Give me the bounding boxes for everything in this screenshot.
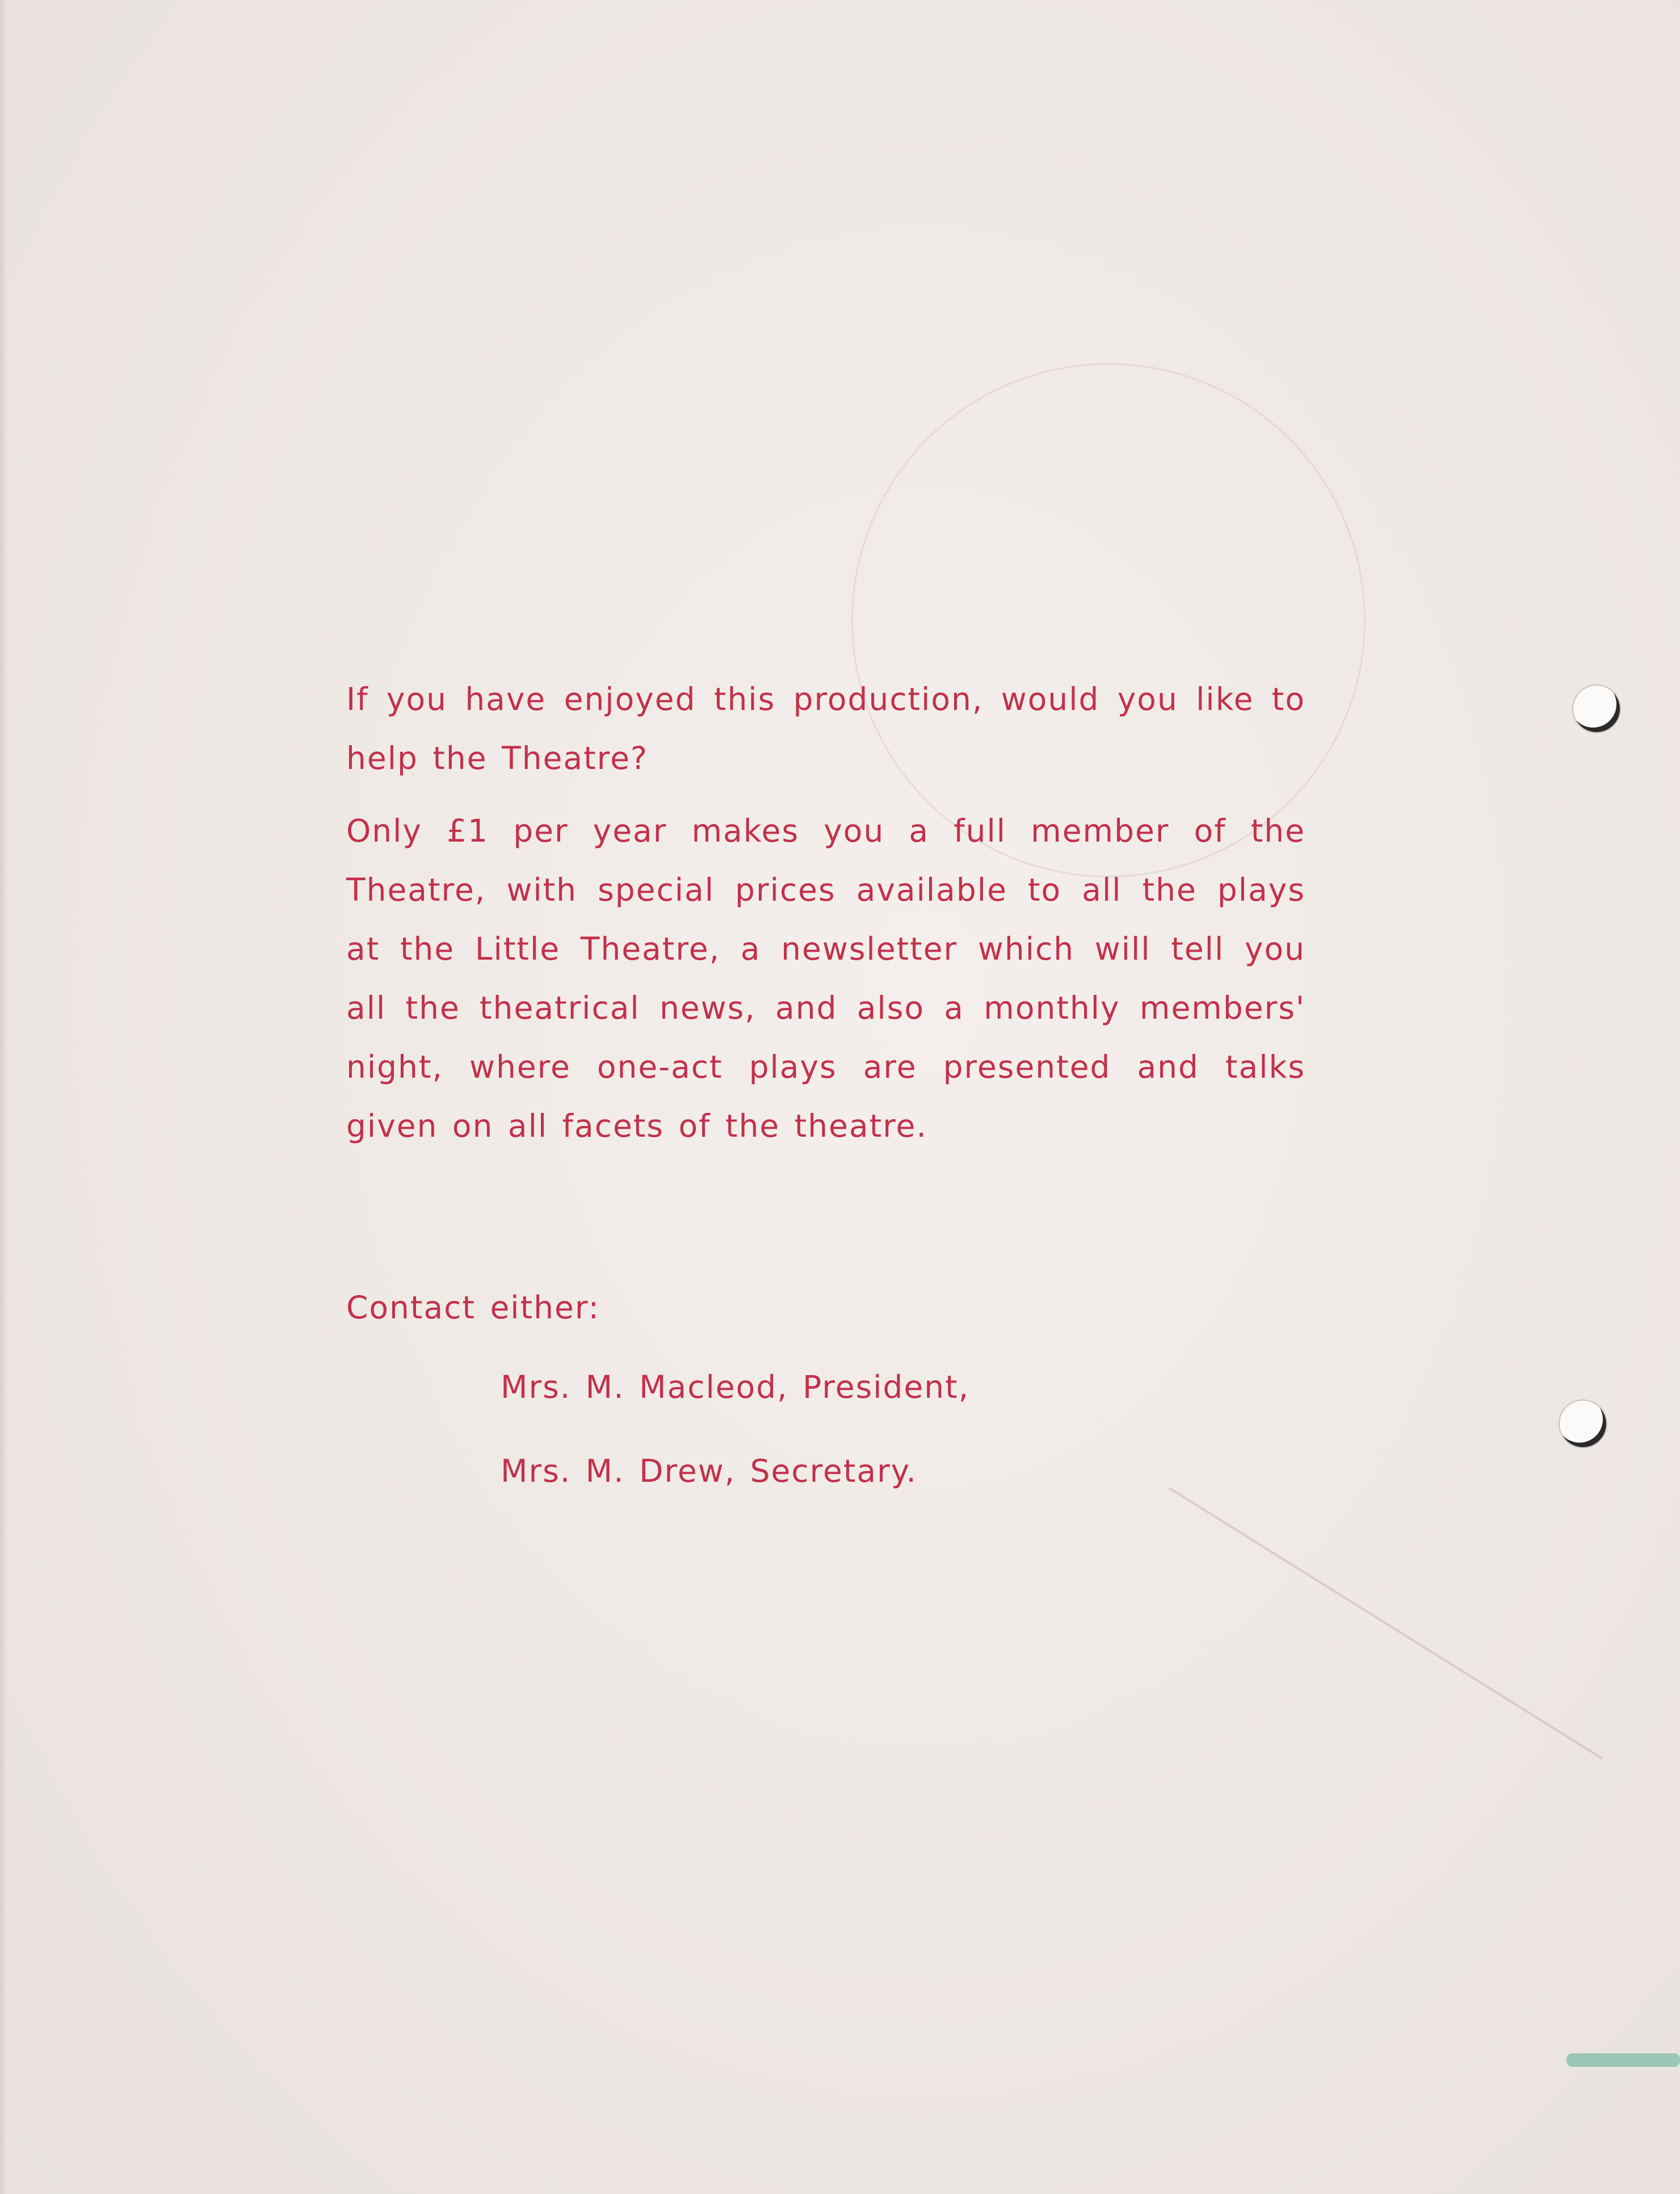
contact-heading: Contact either: (346, 1289, 600, 1326)
punch-hole-top (1573, 686, 1620, 732)
contact-list (346, 1359, 1305, 1499)
appeal-paragraph: If you have enjoyed this production, would you like to help the Theatre? (346, 681, 1305, 776)
punch-hole-bottom (1560, 1401, 1606, 1447)
page-edge-shadow (0, 0, 8, 2194)
contact-secretary: Mrs. M. Drew, Secretary. (501, 1453, 917, 1489)
membership-paragraph: Only £1 per year makes you a full member of the Theatre, with special prices available to all the plays at the Little Theatre, a newsletter which will tell you all the theatrical news, and also a monthly members' night, where one-act plays are presented and talks given on all facets of the theatre. (346, 813, 1305, 1144)
tape-mark (1566, 2053, 1680, 2067)
membership-appeal (346, 670, 1305, 1527)
contact-president: Mrs. M. Macleod, President, (501, 1369, 970, 1405)
paper-crease (1169, 1487, 1603, 1759)
